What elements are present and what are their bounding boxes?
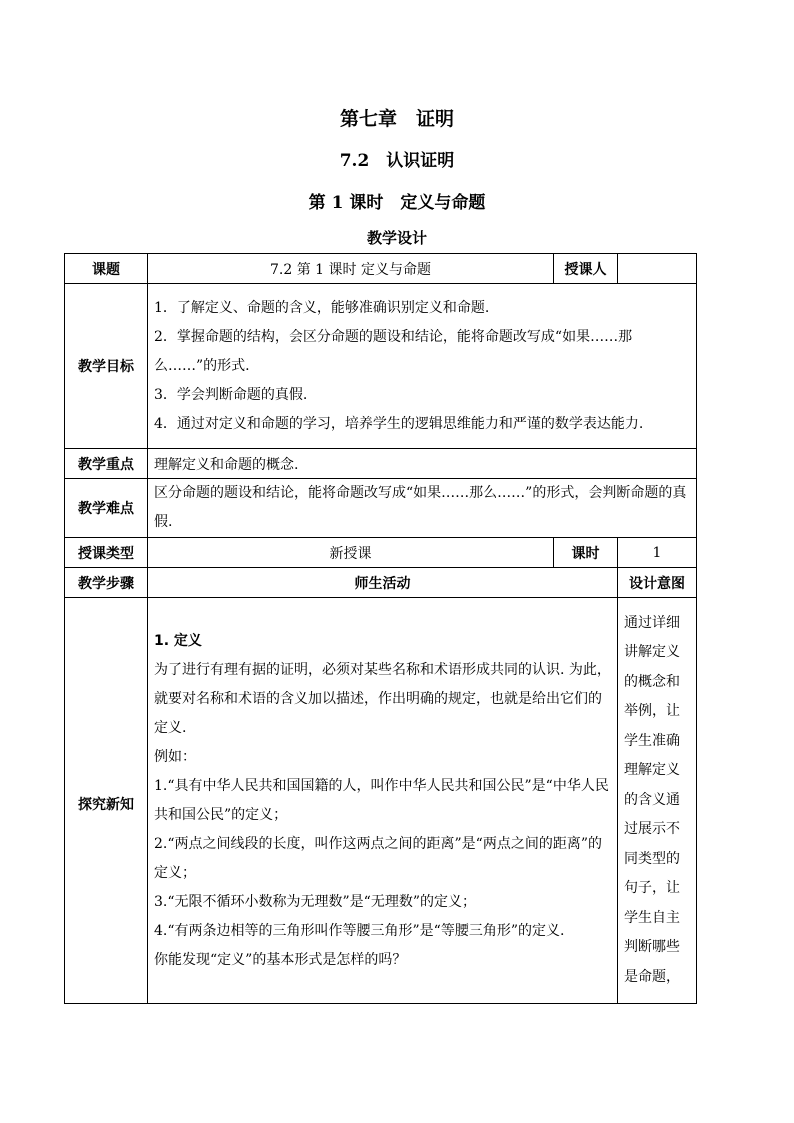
goal-item: 1．了解定义、命题的含义，能够准确识别定义和命题. (154, 299, 490, 316)
goals-row (65, 284, 697, 449)
difficulty-value: 区分命题的题设和结论，能将命题改写成“如果……那么……”的形式，会判断命题的真假. (148, 479, 697, 538)
activity-header: 师生活动 (148, 568, 618, 598)
type-value: 新授课 (148, 538, 554, 568)
intent-cell: 通过详细讲解定义的概念和举例，让学生准确理解定义的含义通过展示不同类型的句子，让学生自主判断哪些是命题， (618, 598, 697, 1004)
goals-label: 教学目标 (65, 284, 148, 449)
goal-item: 3．学会判断命题的真假. (154, 386, 308, 403)
activity-line: 为了进行有理有据的证明，必须对某些名称和术语形成共同的认识. 为此，就要对名称和术语的含义加以描述，作出明确的规定，也就是给出它们的定义. (154, 661, 611, 736)
activity-cell (148, 598, 618, 1004)
chapter-title: 第七章 证明 (339, 108, 454, 130)
teacher-label: 授课人 (554, 254, 618, 284)
keypoint-label: 教学重点 (65, 449, 148, 479)
steps-header-row (65, 568, 697, 598)
step-row (65, 598, 697, 1004)
topic-value: 7.2 第 1 课时 定义与命题 (148, 254, 554, 284)
topic-row (65, 254, 697, 284)
activity-line: 1.“具有中华人民共和国国籍的人，叫作中华人民共和国公民”是“中华人民共和国公民”的定义； (154, 777, 609, 823)
type-label: 授课类型 (65, 538, 148, 568)
step-name: 探究新知 (65, 598, 148, 1004)
difficulty-row (65, 479, 697, 538)
activity-line: 你能发现“定义”的基本形式是怎样的吗？ (154, 951, 407, 968)
keypoint-row (65, 449, 697, 479)
activity-line: 4.“有两条边相等的三角形叫作等腰三角形”是“等腰三角形”的定义. (154, 922, 565, 939)
type-row (65, 538, 697, 568)
hours-label: 课时 (554, 538, 618, 568)
difficulty-label: 教学难点 (65, 479, 148, 538)
goal-item: 4．通过对定义和命题的学习，培养学生的逻辑思维能力和严谨的数学表达能力. (154, 415, 644, 432)
activity-line: 例如： (154, 748, 196, 765)
teacher-value (618, 254, 697, 284)
goals-cell (148, 284, 697, 449)
keypoint-value: 理解定义和命题的概念. (148, 449, 697, 479)
section-title: 7.2 认识证明 (339, 151, 455, 171)
intent-header: 设计意图 (618, 568, 697, 598)
hours-value: 1 (618, 538, 697, 568)
topic-label: 课题 (65, 254, 148, 284)
lesson-title: 第 1 课时 定义与命题 (308, 193, 486, 213)
steps-header: 教学步骤 (65, 568, 148, 598)
activity-line: 3.“无限不循环小数称为无理数”是“无理数”的定义； (154, 893, 476, 910)
activity-title: 1. 定义 (154, 632, 202, 649)
activity-line: 2.“两点之间线段的长度，叫作这两点之间的距离”是“两点之间的距离”的定义； (154, 835, 602, 881)
lesson-plan-table (64, 253, 697, 1004)
document-type: 教学设计 (366, 229, 427, 247)
goal-item: 2．掌握命题的结构，会区分命题的题设和结论，能将命题改写成“如果……那么……”的形式. (154, 328, 633, 374)
